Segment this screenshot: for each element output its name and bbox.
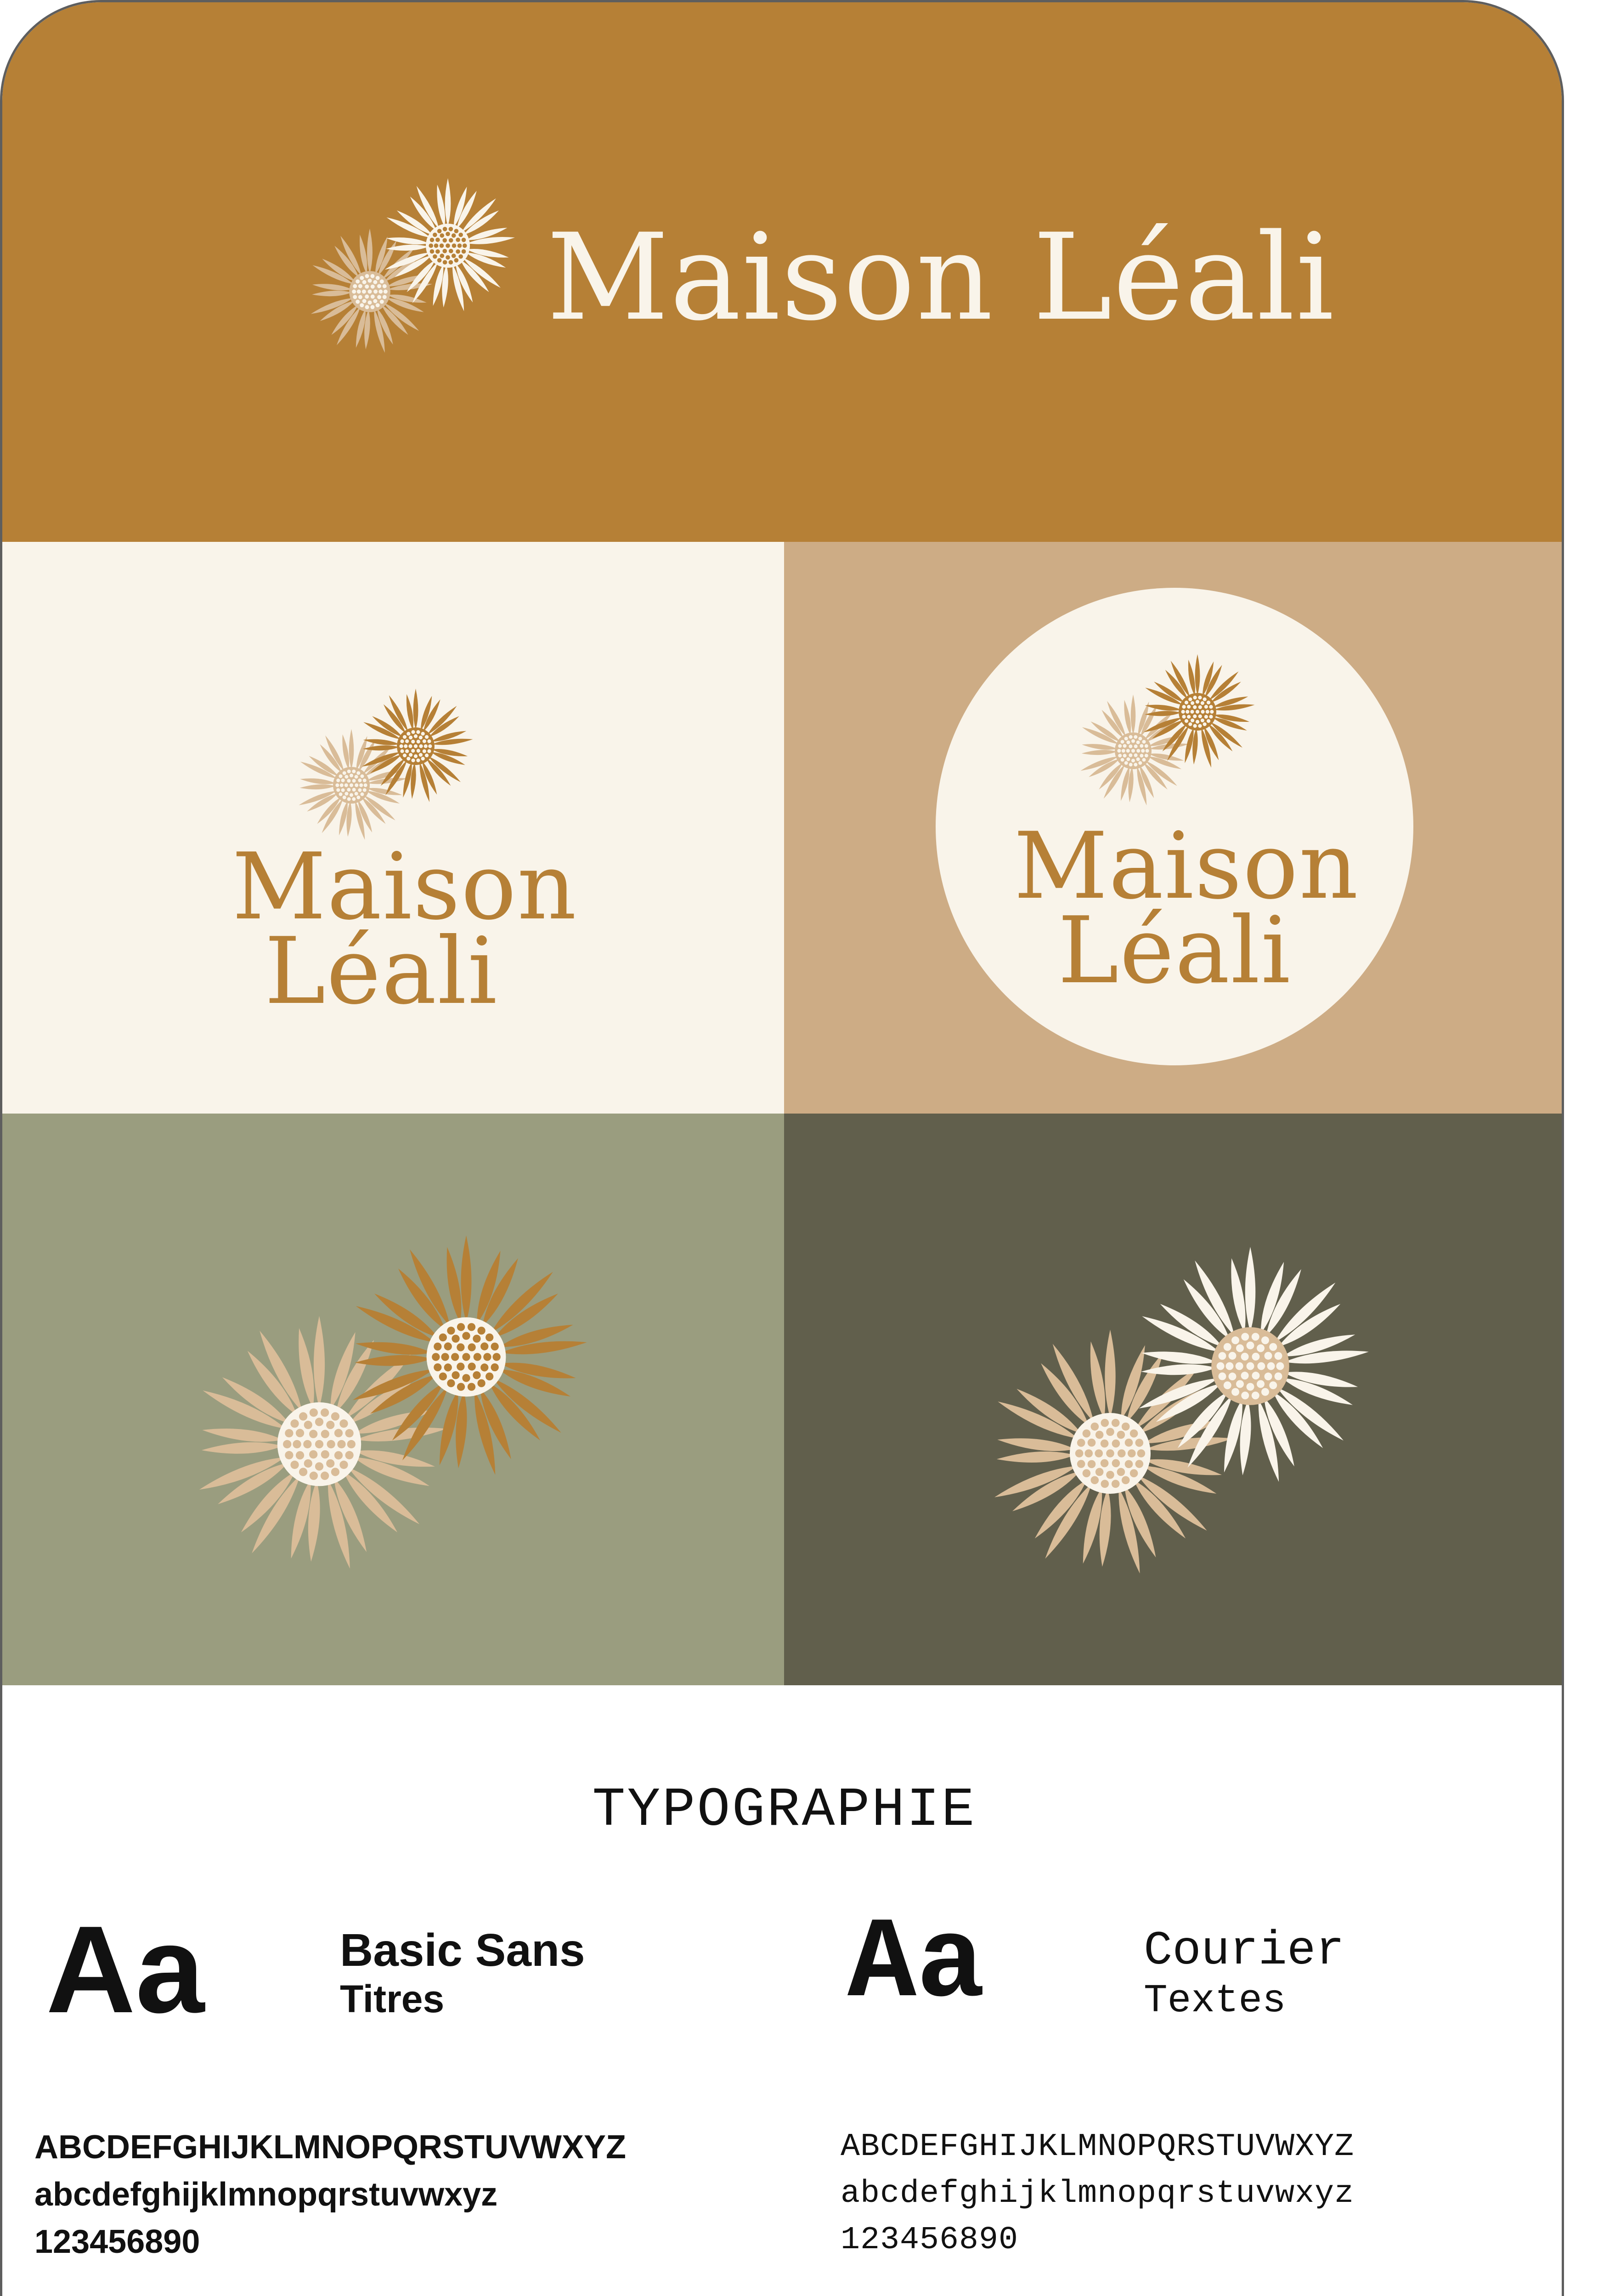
- font-specimen-mono: [841, 2124, 1354, 2264]
- daisy-flowers-icon: [305, 177, 521, 370]
- specimen-uppercase: ABCDEFGHIJKLMNOPQRSTUVWXYZ: [841, 2129, 1355, 2165]
- font-sample-sans: [46, 1901, 205, 2039]
- font-name: Basic Sans: [340, 1925, 585, 1976]
- font-name: Courier: [1144, 1924, 1344, 1978]
- daisy-flowers-icon: [986, 1242, 1390, 1582]
- daisy-flowers-icon: [1073, 652, 1266, 817]
- wordmark-line-1: Maison: [1014, 813, 1359, 920]
- brand-wordmark-stacked: [232, 833, 577, 1025]
- hero-banner: [2, 2, 1564, 542]
- specimen-digits: 123456890: [841, 2222, 1019, 2258]
- font-sample-mono: [847, 1900, 986, 2030]
- daisy-flowers-icon: [191, 1233, 604, 1582]
- font-specimen-aa: Aa: [847, 1900, 986, 2030]
- mark-on-sage: [2, 1114, 784, 1685]
- logo-stacked-light: [2, 542, 784, 1114]
- specimen-uppercase: ABCDEFGHIJKLMNOPQRSTUVWXYZ: [34, 2129, 627, 2166]
- typography-title: TYPOGRAPHIE: [592, 1779, 977, 1842]
- daisy-flowers-icon: [292, 687, 485, 852]
- font-info-mono: [1144, 1924, 1344, 2023]
- brand-wordmark-stacked: [1014, 813, 1359, 1004]
- wordmark-line-1: Maison: [232, 833, 577, 940]
- font-role: Titres: [340, 1977, 445, 2020]
- specimen-lowercase: abcdefghijklmnopqrstuvwxyz: [34, 2176, 498, 2213]
- wordmark-line-2: Léali: [1057, 897, 1292, 1004]
- mark-on-olive: [784, 1114, 1564, 1685]
- brand-wordmark: Maison Léali: [547, 208, 1335, 347]
- specimen-lowercase: abcdefghijklmnopqrstuvwxyz: [841, 2175, 1355, 2212]
- font-specimen-sans: [34, 2124, 626, 2266]
- logo-badge: [784, 542, 1564, 1114]
- font-info-sans: [340, 1924, 585, 2021]
- wordmark-line-2: Léali: [264, 918, 498, 1025]
- specimen-digits: 123456890: [34, 2223, 200, 2260]
- font-specimen-aa: Aa: [46, 1901, 205, 2039]
- font-role: Textes: [1144, 1978, 1286, 2023]
- badge-circle: [936, 588, 1413, 1065]
